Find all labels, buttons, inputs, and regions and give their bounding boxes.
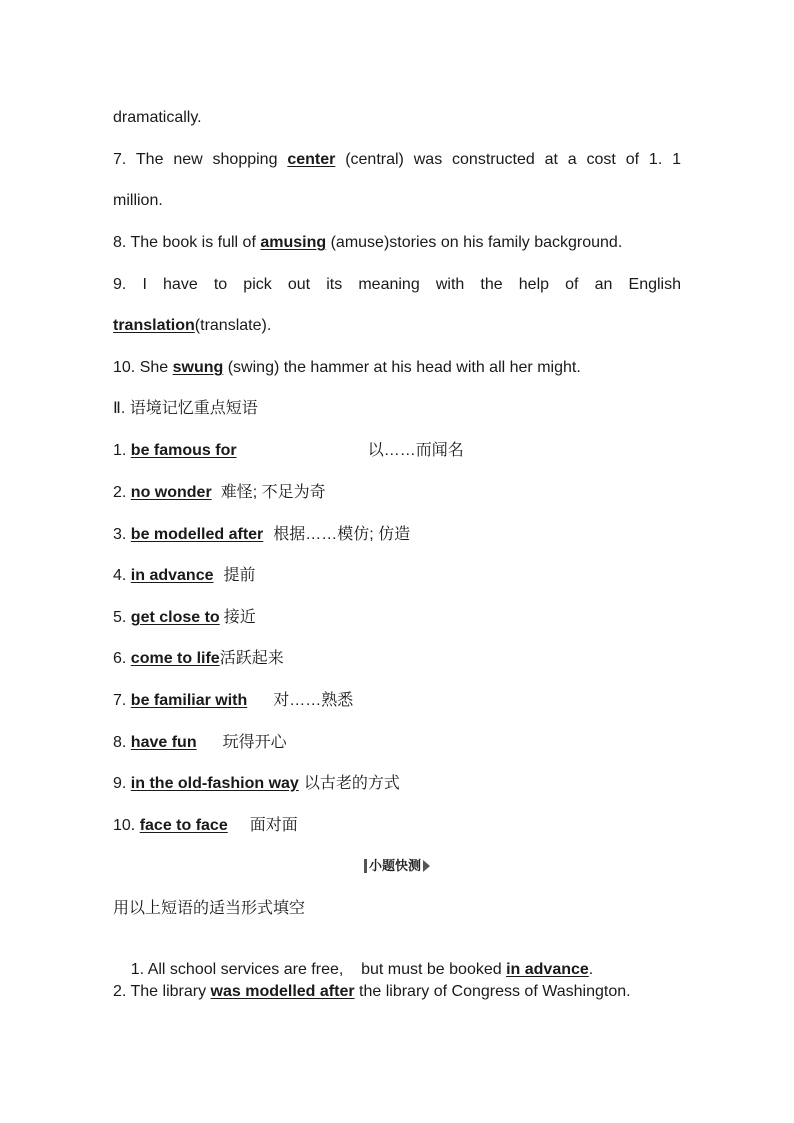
phrase-answer: be famous for [130,442,237,459]
question-text: the library of Congress of Washington. [354,983,631,1000]
phrase-item [113,733,681,753]
text-line [113,108,681,128]
phrase-item [113,441,681,461]
item-number: 5. [113,609,131,626]
question-text: 1. All school services are free, but must be booked [130,961,507,978]
sentence-9 [113,275,681,295]
sentence-text: 8. The book is full of [113,234,261,251]
item-number: 6. [113,650,131,667]
quiz-question-2 [113,982,681,1002]
answer-blank: translation [113,317,195,334]
line-text: dramatically. [113,109,202,126]
phrase-meaning: 对……熟悉 [273,692,354,709]
phrase-meaning: 接近 [223,609,256,626]
item-number: 8. [113,734,131,751]
quiz-instruction [113,899,681,919]
item-number: 1. [113,442,131,459]
phrase-answer: be familiar with [130,692,248,709]
answer-blank: was modelled after [210,983,355,1000]
badge-bar-icon [364,859,367,873]
phrase-answer: come to life [130,650,220,667]
question-text: 2. The library [113,983,211,1000]
item-number: 7. [113,692,131,709]
phrase-answer: no wonder [130,484,212,501]
answer-blank: center [287,151,336,168]
sentence-7 [113,150,681,170]
sentence-text: (central) was constructed at a cost of 1. 1 [335,151,682,168]
phrase-item [113,774,681,794]
phrase-answer: be modelled after [130,526,264,543]
quiz-badge-row [0,857,794,878]
answer-blank: amusing [260,234,327,251]
sentence-8 [113,233,681,253]
phrase-meaning: 根据……模仿; 仿造 [273,526,411,543]
phrase-answer: in the old-fashion way [130,775,299,792]
sentence-10 [113,358,681,378]
sentence-text: (swing) the hammer at his head with all her might. [223,359,581,376]
line-text: million. [113,192,163,209]
instruction-text: 用以上短语的适当形式填空 [113,900,306,917]
sentence-text: 9. I have to pick out its meaning with the help of an English [113,276,681,293]
section-heading [113,399,681,419]
phrase-meaning: 面对面 [249,817,298,834]
item-number: 9. [113,775,131,792]
phrase-answer: get close to [130,609,220,626]
badge-arrow-icon [423,860,430,872]
answer-blank: swung [172,359,224,376]
phrase-item [113,566,681,586]
phrase-meaning: 难怪; 不足为奇 [220,484,326,501]
phrase-meaning: 提前 [223,567,256,584]
phrase-item [113,649,681,669]
phrase-answer: in advance [130,567,214,584]
item-number: 3. [113,526,131,543]
phrase-item [113,483,681,503]
phrase-item [113,691,681,711]
phrase-item [113,525,681,545]
phrase-answer: have fun [130,734,197,751]
phrase-meaning: 活跃起来 [219,650,284,667]
phrase-meaning: 以古老的方式 [303,775,400,792]
item-number: 2. [113,484,131,501]
sentence-text: 7. The new shopping [113,151,288,168]
phrase-item [113,816,681,836]
badge-label: 小题快测 [368,858,421,873]
question-text: . [588,961,594,978]
text-line [113,191,681,211]
phrase-meaning: 以……而闻名 [367,442,464,459]
sentence-text: (translate). [194,317,272,334]
phrase-meaning: 玩得开心 [222,734,287,751]
answer-blank: in advance [506,961,589,978]
phrase-item [113,608,681,628]
sentence-text: (amuse)stories on his family background. [326,234,623,251]
sentence-text: 10. She [113,359,173,376]
section-title: Ⅱ. 语境记忆重点短语 [113,400,258,417]
phrase-answer: face to face [139,817,228,834]
text-line [113,316,681,336]
item-number: 10. [113,817,140,834]
item-number: 4. [113,567,131,584]
quiz-badge [362,857,432,875]
